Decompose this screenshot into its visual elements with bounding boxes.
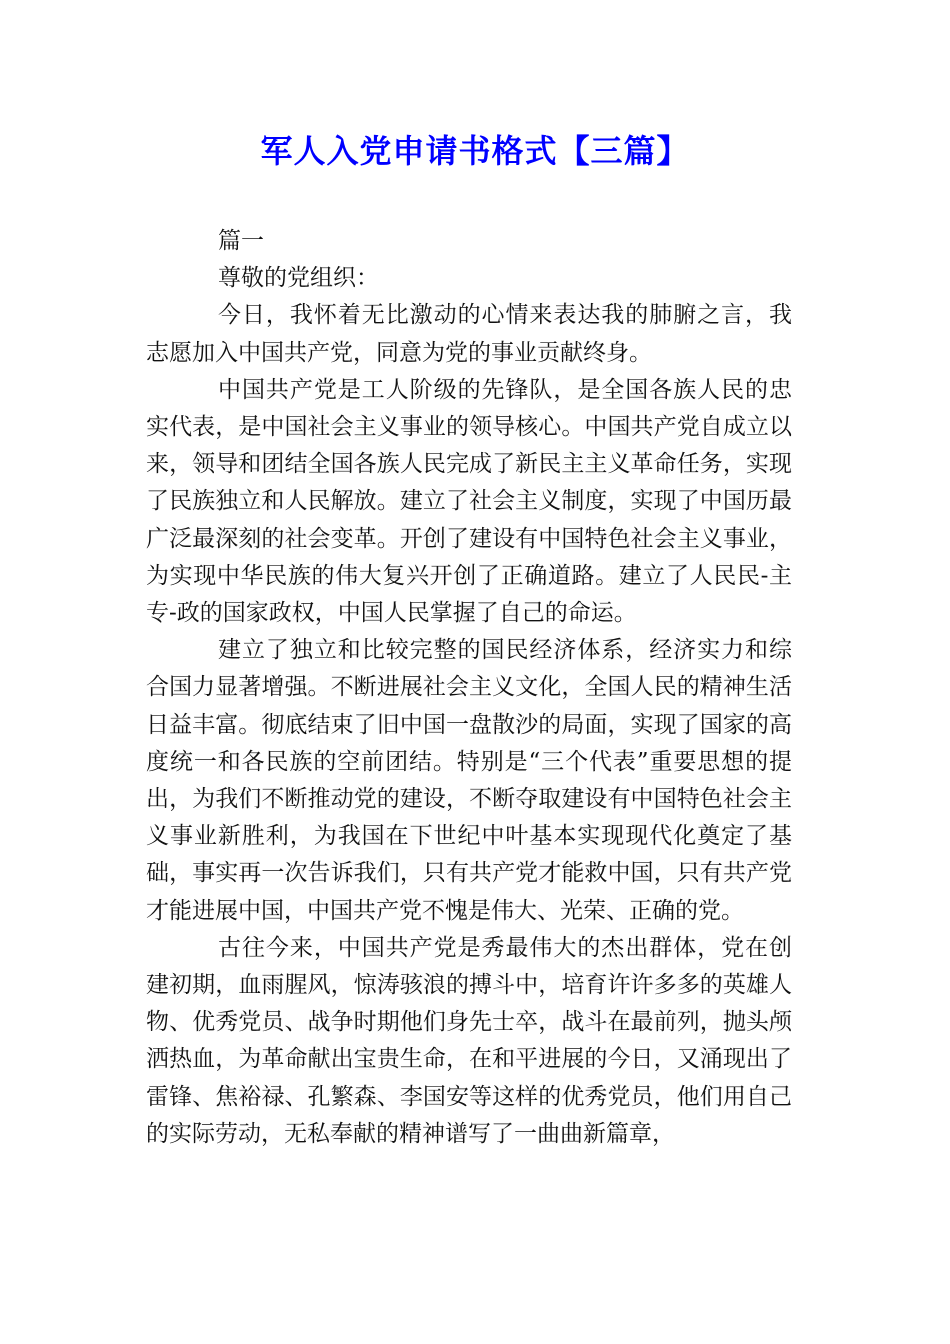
document-body <box>146 223 792 1153</box>
body-paragraph: 古往今来，中国共产党是秀最伟大的杰出群体，党在创建初期，血雨腥风，惊涛骇浪的搏斗中，培育许许多多的英雄人物、优秀党员、战争时期他们身先士卒，战斗在最前列，抛头颅洒热血，为革命献出宝贵生命，在和平进展的今日，又涌现出了雷锋、焦裕禄、孔繁森、李国安等这样的优秀党员，他们用自己的实际劳动，无私奉献的精神谱写了一曲曲新篇章， <box>146 934 792 1147</box>
body-paragraph: 中国共产党是工人阶级的先锋队，是全国各族人民的忠实代表，是中国社会主义事业的领导核心。中国共产党自成立以来，领导和团结全国各族人民完成了新民主主义革命任务，实现了民族独立和人民解放。建立了社会主义制度，实现了中国历最广泛最深刻的社会变革。开创了建设有中国特色社会主义事业，为实现中华民族的伟大复兴开创了正确道路。建立了人民民-主专-政的国家政权，中国人民掌握了自己的命运。 <box>146 376 792 627</box>
document-title: 军人入党申请书格式【三篇】 <box>260 132 690 170</box>
body-paragraph: 建立了独立和比较完整的国民经济体系，经济实力和综合国力显著增强。不断进展社会主义文化，全国人民的精神生活日益丰富。彻底结束了旧中国一盘散沙的局面，实现了国家的高度统一和各民族的空前团结。特别是“三个代表”重要思想的提出，为我们不断推动党的建设，不断夺取建设有中国特色社会主义事业新胜利，为我国在下世纪中叶基本实现现代化奠定了基础，事实再一次告诉我们，只有共产党才能救中国，只有共产党才能进展中国，中国共产党不愧是伟大、光荣、正确的党。 <box>146 637 792 924</box>
section-heading: 篇一 <box>218 228 264 254</box>
salutation: 尊敬的党组织： <box>218 265 379 292</box>
body-paragraph: 今日，我怀着无比激动的心情来表达我的肺腑之言，我志愿加入中国共产党，同意为党的事业贡献终身。 <box>146 302 792 366</box>
